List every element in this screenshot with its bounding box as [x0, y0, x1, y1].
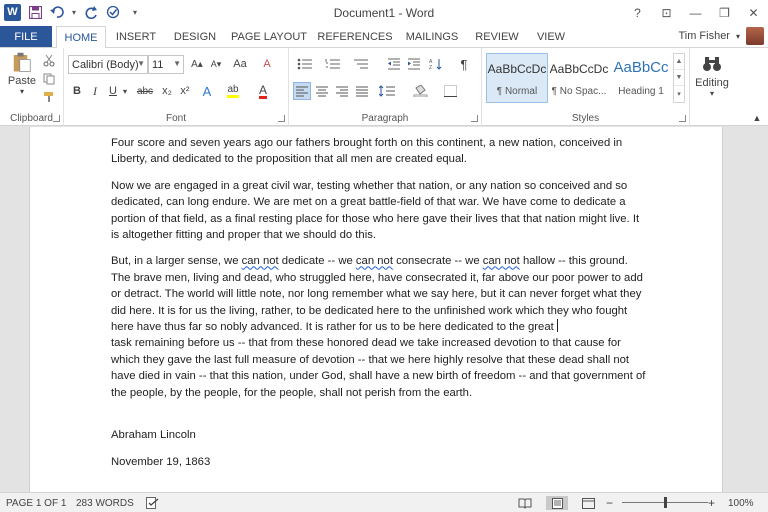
- style-no-spacing[interactable]: [548, 53, 610, 103]
- web-layout-icon[interactable]: [582, 496, 595, 510]
- font-color-glyph: A: [258, 82, 267, 97]
- font-group: [64, 48, 289, 126]
- tab-design[interactable]: DESIGN: [173, 30, 217, 43]
- copy-icon[interactable]: [40, 70, 58, 88]
- styles-group: [482, 48, 690, 126]
- increase-indent-button[interactable]: [405, 55, 423, 73]
- paste-button[interactable]: [6, 52, 38, 96]
- font-name-dropdown-icon: ▼: [137, 59, 145, 68]
- window-controls: [623, 0, 768, 26]
- superscript-button[interactable]: x²: [180, 85, 190, 97]
- zoom-slider-thumb[interactable]: [664, 497, 667, 508]
- proofing-icon[interactable]: [146, 496, 159, 510]
- page-count[interactable]: PAGE 1 OF 1: [6, 497, 67, 509]
- align-left-button[interactable]: [293, 82, 311, 100]
- svg-text:A: A: [429, 59, 433, 65]
- line-spacing-button[interactable]: [375, 82, 399, 100]
- editing-label: Editing: [695, 76, 729, 89]
- multilevel-list-button[interactable]: [349, 55, 373, 73]
- text-run: But, in a larger sense, we: [111, 255, 242, 268]
- align-center-button[interactable]: [313, 82, 331, 100]
- paste-icon: [9, 52, 35, 73]
- status-bar: [0, 492, 768, 512]
- font-size-dropdown-icon: ▼: [173, 59, 181, 68]
- cut-icon[interactable]: [40, 52, 58, 70]
- style-no-spacing-label: ¶ No Spac...: [551, 86, 607, 97]
- window-title: Document1 - Word: [333, 6, 435, 20]
- tab-view[interactable]: VIEW: [536, 30, 566, 43]
- word-count[interactable]: 283 WORDS: [76, 497, 134, 509]
- style-heading-1-sample: AaBbCc: [613, 59, 669, 76]
- highlight-glyph: ab: [227, 84, 238, 98]
- text-run: hallow -- this ground. The brave men, living and dead, who struggled here, have consecrated it, far above our poor power to add or detract. The world will little note, nor long remember what we say here, but it can never forget what they did here. It is for us the living, rather, to be dedicated here to the unfinished work which they who fought here have thus far so nobly advanced. It is rather for us to be here dedicated to the great: [111, 255, 643, 334]
- document-page[interactable]: [29, 127, 723, 492]
- text-run: consecrate -- we: [392, 255, 483, 268]
- font-color-button[interactable]: [254, 82, 272, 100]
- customize-qat-icon[interactable]: ▾: [132, 7, 137, 17]
- numbering-button[interactable]: [321, 55, 345, 73]
- close-button[interactable]: ✕: [748, 6, 759, 20]
- text-run: dedicate -- we: [278, 255, 356, 268]
- strikethrough-button[interactable]: abc: [136, 85, 154, 97]
- user-name: Tim Fisher: [678, 30, 730, 42]
- align-right-button[interactable]: [333, 82, 351, 100]
- print-layout-icon[interactable]: [546, 496, 568, 510]
- document-text[interactable]: [111, 135, 646, 480]
- paragraph-2[interactable]: Now we are engaged in a great civil war, testing whether that nation, or any nation so conceived and so dedicated, can long endure. We are met on a great battle-field of that war. We have come to dedicate a portion of that field, as a final resting place for those who here gave their lives that that nation might live. It is altogether fitting and proper that we should do this.: [111, 179, 640, 242]
- gallery-more-icon[interactable]: ▾: [677, 91, 681, 98]
- bullets-button[interactable]: [293, 55, 317, 73]
- text-effects-button[interactable]: A: [202, 83, 212, 99]
- signature-line[interactable]: Abraham Lincoln: [111, 429, 196, 442]
- font-name-combo[interactable]: [68, 55, 148, 74]
- clipboard-launcher-icon[interactable]: [53, 115, 60, 122]
- paragraph-group: [289, 48, 482, 126]
- show-formatting-button[interactable]: ¶: [460, 56, 468, 72]
- editing-dropdown-icon: ▾: [709, 88, 714, 98]
- zoom-in-button[interactable]: +: [708, 496, 716, 510]
- style-heading-1[interactable]: [610, 53, 672, 103]
- ribbon-tab-row: [0, 26, 768, 47]
- paste-dropdown-icon: ▾: [19, 87, 24, 96]
- font-size-combo[interactable]: [148, 55, 184, 74]
- date-line[interactable]: November 19, 1863: [111, 455, 211, 468]
- document-area: [0, 127, 768, 492]
- borders-button[interactable]: [439, 82, 463, 100]
- binoculars-icon: [702, 55, 722, 73]
- shading-button[interactable]: [409, 82, 433, 100]
- tab-page-layout[interactable]: PAGE LAYOUT: [230, 30, 307, 43]
- font-name-value: Calibri (Body): [72, 58, 139, 71]
- sort-button[interactable]: [427, 55, 445, 73]
- styles-group-label: Styles: [571, 113, 600, 124]
- ribbon: [0, 47, 768, 126]
- tab-references[interactable]: REFERENCES: [317, 30, 393, 43]
- grow-font-button[interactable]: A▴: [191, 58, 203, 70]
- italic-button[interactable]: I: [93, 83, 97, 98]
- justify-button[interactable]: [353, 82, 371, 100]
- style-normal-sample: AaBbCcDc: [487, 62, 547, 76]
- restore-button[interactable]: ❐: [719, 6, 730, 20]
- paragraph-group-label: Paragraph: [361, 113, 409, 124]
- paste-label: Paste: [7, 75, 37, 87]
- zoom-out-button[interactable]: −: [606, 496, 614, 510]
- editing-group: [690, 48, 734, 126]
- user-account[interactable]: [678, 27, 764, 45]
- styles-gallery-scroll[interactable]: [673, 53, 685, 103]
- bold-button[interactable]: B: [73, 85, 81, 97]
- style-no-spacing-sample: AaBbCcDc: [549, 62, 609, 76]
- gallery-down-icon[interactable]: ▼: [674, 70, 684, 86]
- word-logo-icon[interactable]: W: [4, 4, 21, 21]
- text-run: task remaining before us -- that from these honored dead we take increased devotion to that cause for which they gave the last full measure of devotion -- that we here highly resolve that these dead shall not have died in vain -- that this nation, under God, shall have a new birth of freedom -- and that government of the people, by the people, for the people, shall not perish from the earth.: [111, 337, 646, 399]
- text-cursor: [557, 319, 558, 332]
- ribbon-display-options-button[interactable]: ⊡: [661, 6, 672, 20]
- read-mode-icon[interactable]: [518, 496, 532, 510]
- font-group-label: Font: [165, 113, 186, 124]
- tab-file[interactable]: FILE: [0, 26, 52, 47]
- spelling-error[interactable]: can not: [355, 255, 393, 268]
- styles-launcher-icon[interactable]: [679, 115, 686, 122]
- paragraph-launcher-icon[interactable]: [471, 115, 478, 122]
- underline-dropdown-icon[interactable]: ▾: [122, 86, 127, 96]
- text-highlight-button[interactable]: [224, 82, 242, 100]
- change-case-button[interactable]: Aa: [233, 58, 247, 70]
- zoom-level[interactable]: 100%: [728, 497, 754, 509]
- style-normal[interactable]: [486, 53, 548, 103]
- spelling-error[interactable]: can not: [482, 255, 520, 268]
- underline-button[interactable]: U: [109, 85, 117, 97]
- avatar: [746, 27, 764, 45]
- editing-button[interactable]: [694, 52, 730, 100]
- svg-text:Z: Z: [429, 65, 433, 70]
- clipboard-group-label: Clipboard: [10, 113, 53, 124]
- tab-home[interactable]: HOME: [56, 26, 106, 48]
- clipboard-group: [0, 48, 64, 126]
- tab-mailings[interactable]: MAILINGS: [405, 30, 459, 43]
- paragraph-1[interactable]: Four score and seven years ago our fathers brought forth on this continent, a new nation, conceived in Liberty, and dedicated to the proposition that all men are created equal.: [111, 137, 623, 166]
- user-dropdown-icon: ▾: [735, 31, 740, 41]
- gallery-up-icon[interactable]: ▲: [674, 54, 684, 70]
- minimize-button[interactable]: —: [689, 6, 702, 20]
- font-launcher-icon[interactable]: [278, 115, 285, 122]
- paragraph-3[interactable]: [111, 253, 646, 401]
- decrease-indent-button[interactable]: [385, 55, 403, 73]
- collapse-ribbon-icon[interactable]: ▲: [752, 113, 762, 123]
- subscript-button[interactable]: x₂: [162, 85, 172, 97]
- spelling-error[interactable]: can not: [241, 255, 279, 268]
- tab-insert[interactable]: INSERT: [115, 30, 157, 43]
- style-normal-label: ¶ Normal: [496, 86, 538, 97]
- title-bar: [0, 0, 768, 26]
- help-button[interactable]: ?: [634, 6, 641, 20]
- tab-review[interactable]: REVIEW: [475, 30, 519, 43]
- format-painter-icon[interactable]: [40, 88, 58, 106]
- shrink-font-button[interactable]: A▾: [210, 58, 222, 69]
- style-heading-1-label: Heading 1: [618, 86, 664, 97]
- font-size-value: 11: [152, 58, 164, 71]
- undo-dropdown-icon[interactable]: ▾: [71, 7, 76, 17]
- clear-formatting-button[interactable]: A: [263, 58, 271, 70]
